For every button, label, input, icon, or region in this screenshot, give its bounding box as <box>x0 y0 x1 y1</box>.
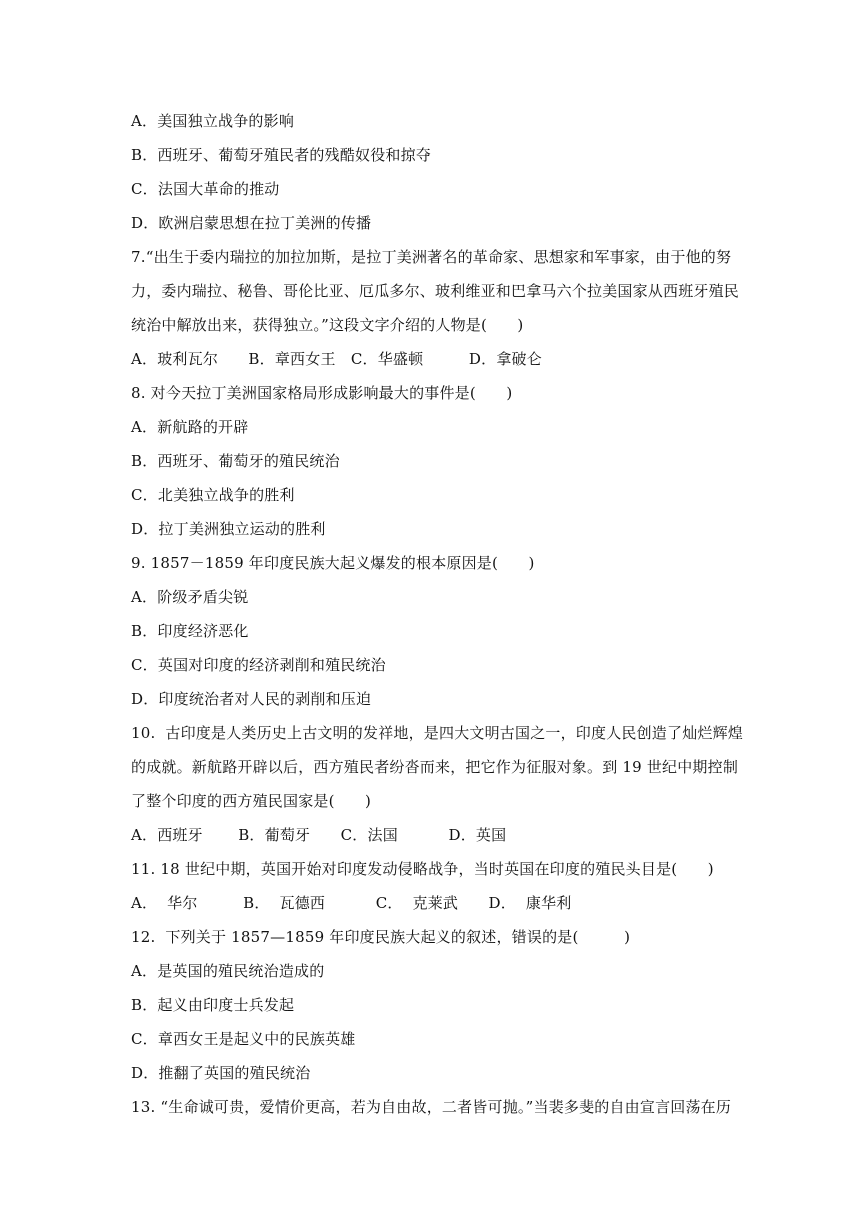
question-9: 9. 1857－1859 年印度民族大起义爆发的根本原因是( ) <box>131 554 535 572</box>
option-8a: A．新航路的开辟 <box>131 418 249 436</box>
question-10-line-3: 了整个印度的西方殖民国家是( ) <box>131 792 372 810</box>
question-7-options: A．玻利瓦尔 B．章西女王 C．华盛顿 D．拿破仑 <box>131 350 542 368</box>
question-10-line-2: 的成就。新航路开辟以后，西方殖民者纷沓而来，把它作为征服对象。到 19 世纪中期控制 <box>131 758 739 776</box>
option-9c: C．英国对印度的经济剥削和殖民统治 <box>131 656 386 674</box>
option-8d: D．拉丁美洲独立运动的胜利 <box>131 520 326 538</box>
question-7-line-2: 力，委内瑞拉、秘鲁、哥伦比亚、厄瓜多尔、玻利维亚和巴拿马六个拉美国家从西班牙殖民 <box>131 282 740 300</box>
question-12: 12. 下列关于 1857—1859 年印度民族大起义的叙述，错误的是( ) <box>131 928 631 946</box>
question-7-line-3: 统治中解放出来，获得独立。”这段文字介绍的人物是( ) <box>131 316 524 334</box>
option-9d: D．印度统治者对人民的剥削和压迫 <box>131 690 372 708</box>
option-12c: C．章西女王是起义中的民族英雄 <box>131 1030 356 1048</box>
question-8: 8. 对今天拉丁美洲国家格局形成影响最大的事件是( ) <box>131 384 513 402</box>
option-9b: B．印度经济恶化 <box>131 622 249 640</box>
question-10-options: A．西班牙 B．葡萄牙 C．法国 D．英国 <box>131 826 507 844</box>
option-12d: D．推翻了英国的殖民统治 <box>131 1064 311 1082</box>
option-9a: A．阶级矛盾尖锐 <box>131 588 249 606</box>
question-10-line-1: 10. 古印度是人类历史上古文明的发祥地，是四大文明古国之一，印度人民创造了灿烂辉煌 <box>131 724 743 742</box>
option-8b: B．西班牙、葡萄牙的殖民统治 <box>131 452 340 470</box>
option-6d: D．欧洲启蒙思想在拉丁美洲的传播 <box>131 214 372 232</box>
option-12a: A．是英国的殖民统治造成的 <box>131 962 325 980</box>
option-8c: C．北美独立战争的胜利 <box>131 486 295 504</box>
option-12b: B．起义由印度士兵发起 <box>131 996 295 1014</box>
question-7-line-1: 7.“出生于委内瑞拉的加拉加斯，是拉丁美洲著名的革命家、思想家和军事家，由于他的努 <box>131 248 732 266</box>
option-6c: C．法国大革命的推动 <box>131 180 280 198</box>
question-11-options: A． 华尔 B． 瓦德西 C． 克莱武 D． 康华利 <box>131 894 572 912</box>
option-6b: B．西班牙、葡萄牙殖民者的残酷奴役和掠夺 <box>131 146 432 164</box>
question-13-line-1: 13. “生命诚可贵，爱情价更高，若为自由故，二者皆可抛。”当裴多斐的自由宣言回荡在历 <box>131 1098 732 1116</box>
question-11: 11. 18 世纪中期，英国开始对印度发动侵略战争，当时英国在印度的殖民头目是( ) <box>131 860 714 878</box>
option-6a: A．美国独立战争的影响 <box>131 112 295 130</box>
